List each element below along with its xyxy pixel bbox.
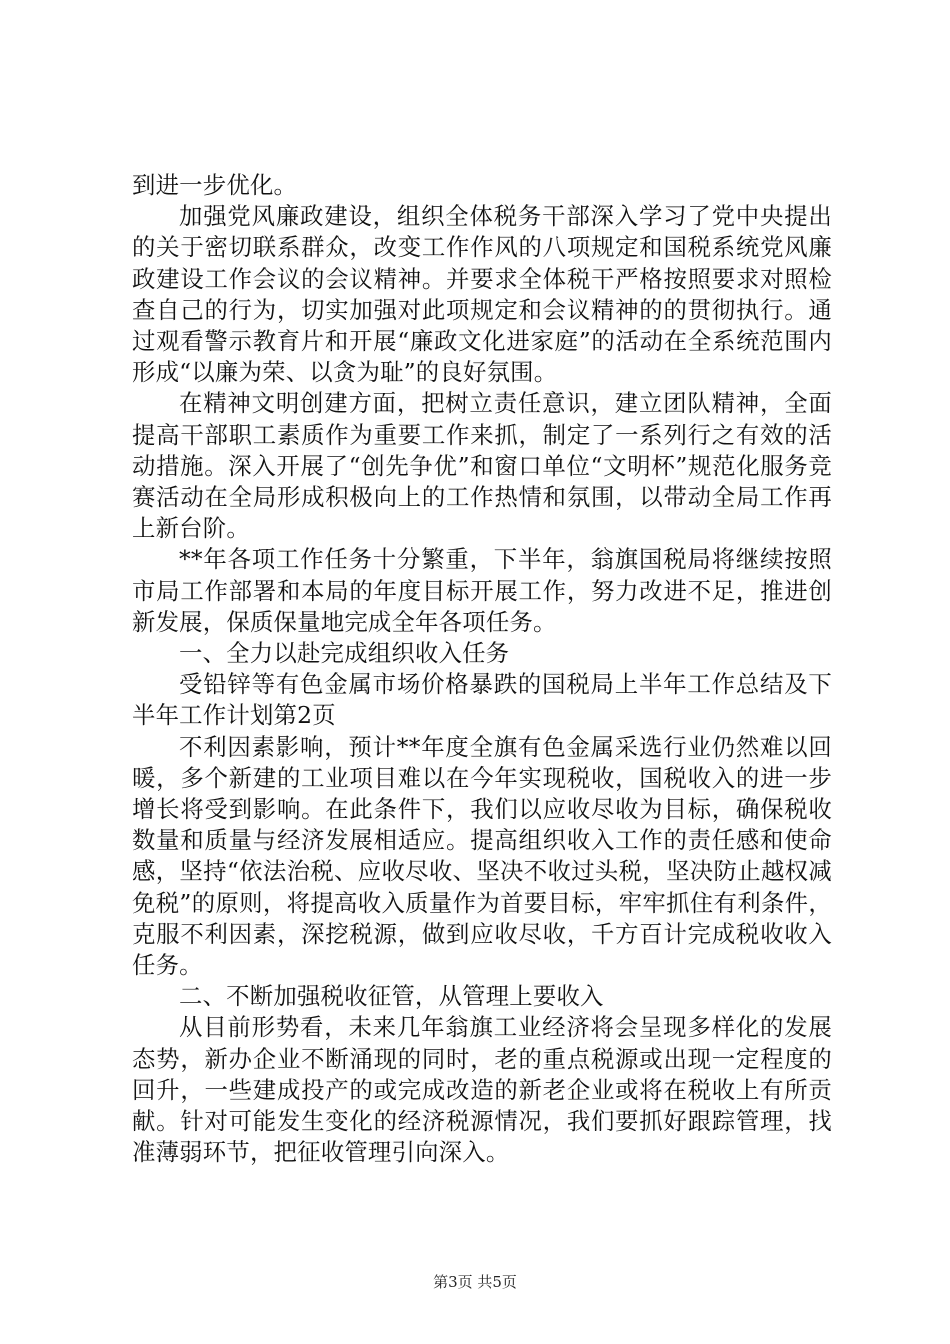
section-heading-2: 二、不断加强税收征管，从管理上要收入 <box>179 982 604 1011</box>
paragraph-party-conduct: 加强党风廉政建设，组织全体税务干部深入学习了党中央提出的关于密切联系群众，改变工作作风的八项规定和国税系统党风廉政建设工作会议的会议精神。并要求全体税干严格按照要求对照检查自己的行为，切实加强对此项规定和会议精神的的贯彻执行。通过观看警示教育片和开展“廉政文化进家庭”的活动在全系统范围内形成“以廉为荣、以贪为耻”的良好氛围。 <box>132 202 832 387</box>
paragraph-tax-management: 从目前形势看，未来几年翁旗工业经济将会呈现多样化的发展态势，新办企业不断涌现的同时，老的重点税源或出现一定程度的回升，一些建成投产的或完成改造的新老企业或将在税收上有所贡献。针对可能发生变化的经济税源情况，我们要抓好跟踪管理，找准薄弱环节，把征收管理引向深入。 <box>132 1013 832 1167</box>
paragraph-continuation: 到进一步优化。 <box>132 171 298 199</box>
section-heading-1: 一、全力以赴完成组织收入任务 <box>179 639 510 668</box>
document-body <box>132 170 832 1169</box>
paragraph-page-title: 受铅锌等有色金属市场价格暴跌的国税局上半年工作总结及下半年工作计划第2页 <box>132 670 832 730</box>
paragraph-revenue-task: 不利因素影响，预计**年度全旗有色金属采选行业仍然难以回暖，多个新建的工业项目难以在今年实现税收，国税收入的进一步增长将受到影响。在此条件下，我们以应收尽收为目标，确保税收数量和质量与经济发展相适应。提高组织收入工作的责任感和使命感，坚持“依法治税、应收尽收、坚决不收过头税，坚决防止越权减免税”的原则，将提高收入质量作为首要目标，牢牢抓住有利条件，克服不利因素，深挖税源，做到应收尽收，千方百计完成税收收入任务。 <box>132 732 832 980</box>
paragraph-civilization: 在精神文明创建方面，把树立责任意识，建立团队精神，全面提高干部职工素质作为重要工作来抓，制定了一系列行之有效的活动措施。深入开展了“创先争优”和窗口单位“文明杯”规范化服务竞赛活动在全局形成积极向上的工作热情和氛围，以带动全局工作再上新台阶。 <box>132 389 832 543</box>
page-number-footer: 第3页 共5页 <box>433 1273 517 1291</box>
paragraph-second-half-plan: **年各项工作任务十分繁重，下半年，翁旗国税局将继续按照市局工作部署和本局的年度目标开展工作，努力改进不足，推进创新发展，保质保量地完成全年各项任务。 <box>132 545 832 636</box>
